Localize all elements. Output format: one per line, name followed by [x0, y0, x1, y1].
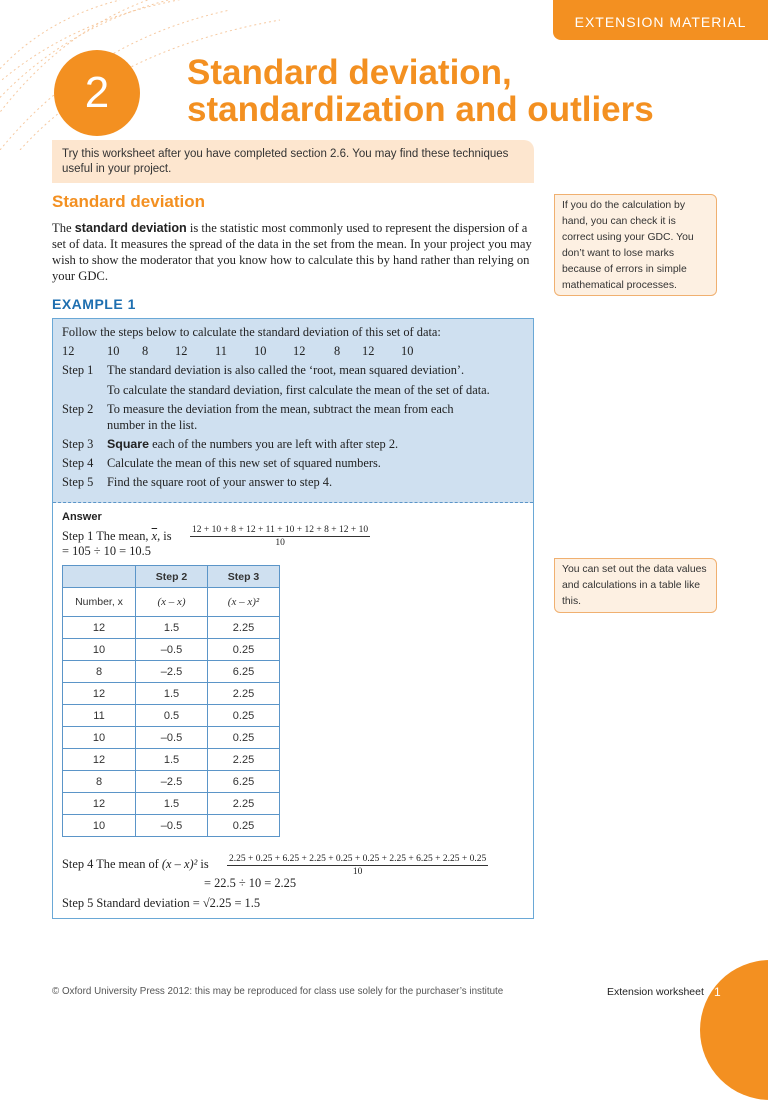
table-cell: 1.5 [136, 793, 208, 815]
table-cell: 0.25 [208, 639, 280, 661]
table-cell: 12 [63, 749, 136, 771]
table-row [63, 617, 280, 639]
mean-prefix: Step 1 The mean, [62, 529, 149, 543]
data-value: 8 [142, 344, 149, 358]
label-squared-deviation: (x – x)² [208, 588, 280, 617]
step4-is: is [200, 857, 209, 871]
table-cell: 1.5 [136, 749, 208, 771]
para-bold-term: standard deviation [74, 221, 187, 235]
step2-label: Step 2 [62, 402, 94, 416]
step4-fraction [227, 854, 488, 877]
data-value: 11 [215, 344, 227, 358]
chapter-number-badge: 2 [54, 50, 140, 136]
data-value: 10 [254, 344, 267, 358]
table-cell: 10 [63, 815, 136, 837]
answer-step1 [62, 529, 172, 544]
table-label-row [63, 588, 280, 617]
intro-panel: Try this worksheet after you have completed section 2.6. You may find these techniques useful in your project. [52, 140, 534, 183]
table-cell: 8 [63, 661, 136, 683]
table-cell: 1.5 [136, 683, 208, 705]
table-cell: 12 [63, 683, 136, 705]
table-row [63, 815, 280, 837]
table-cell: –0.5 [136, 639, 208, 661]
mean-result: = 105 ÷ 10 = 10.5 [62, 544, 151, 558]
example-title: EXAMPLE 1 [52, 296, 136, 312]
step2-text: To measure the deviation from the mean, subtract the mean from each [107, 402, 454, 416]
table-row [63, 639, 280, 661]
step5-label: Step 5 [62, 475, 94, 489]
step3-rest: each of the numbers you are left with after step 2. [152, 437, 399, 451]
table-cell: –2.5 [136, 661, 208, 683]
answer-step5 [62, 896, 260, 911]
data-value: 12 [175, 344, 188, 358]
data-value: 8 [334, 344, 341, 358]
extension-material-tag: EXTENSION MATERIAL [553, 0, 768, 40]
table-row [63, 771, 280, 793]
table-row [63, 749, 280, 771]
step5-prefix: Step 5 Standard deviation = [62, 896, 200, 910]
section-heading: Standard deviation [52, 192, 206, 211]
table-cell: 12 [63, 617, 136, 639]
para-rest: is the statistic most commonly used to represent the dispersion of a set of data. It measures the spread of the data in the set from the mean. In your project you may wish to show the moderator that you know how to calculate this by hand rather than relying on your GDC. [52, 221, 532, 283]
title-line-2: standardization and outliers [187, 90, 654, 129]
table-cell: 2.25 [208, 793, 280, 815]
table-cell: –2.5 [136, 771, 208, 793]
page-title [187, 54, 747, 128]
table-cell: 6.25 [208, 771, 280, 793]
step4-numerator: 2.25 + 0.25 + 6.25 + 2.25 + 0.25 + 0.25 + 2.25 + 6.25 + 2.25 + 0.25 [229, 854, 487, 864]
table-row [63, 727, 280, 749]
table-cell: 0.25 [208, 705, 280, 727]
table-row [63, 793, 280, 815]
data-value: 10 [401, 344, 414, 358]
table-cell: 10 [63, 639, 136, 661]
table-cell: 6.25 [208, 661, 280, 683]
label-number-x: Number, x [63, 588, 136, 617]
table-cell: –0.5 [136, 727, 208, 749]
step5-sqrt: √2.25 [202, 896, 232, 910]
table-header: Step 2 [136, 566, 208, 588]
step5-result: = 1.5 [234, 896, 261, 910]
calculation-table [62, 565, 280, 837]
corner-decoration [700, 960, 768, 1100]
step4-result: = 22.5 ÷ 10 = 2.25 [204, 876, 297, 890]
table-header: Step 3 [208, 566, 280, 588]
section-paragraph [52, 220, 536, 284]
table-row [63, 661, 280, 683]
step3-text [107, 437, 398, 452]
answer-step4 [62, 857, 209, 872]
mean-fraction [190, 525, 370, 548]
table-cell: 0.25 [208, 815, 280, 837]
data-value: 12 [362, 344, 375, 358]
side-note-gdc: If you do the calculation by hand, you can check it is correct using your GDC. You don’t want to lose marks because of errors in simple mathematical processes. [554, 194, 717, 296]
para-lead: The [52, 221, 72, 235]
table-cell: 12 [63, 793, 136, 815]
title-line-1: Standard deviation, [187, 53, 512, 92]
step4-prefix: Step 4 The mean of [62, 857, 159, 871]
table-cell: 0.5 [136, 705, 208, 727]
footer-worksheet-label: Extension worksheet [607, 986, 704, 998]
table-cell: 10 [63, 727, 136, 749]
step2-text-2: number in the list. [107, 418, 198, 432]
table-header [63, 566, 136, 588]
example-box [52, 318, 534, 919]
table-cell: 0.25 [208, 727, 280, 749]
table-header-row [63, 566, 280, 588]
table-cell: 2.25 [208, 683, 280, 705]
data-value: 12 [62, 344, 75, 358]
footer-copyright: © Oxford University Press 2012: this may be reproduced for class use solely for the purchaser’s institute [52, 986, 504, 997]
table-cell: 11 [63, 705, 136, 727]
step5-text: Find the square root of your answer to step 4. [107, 475, 333, 489]
data-value: 10 [107, 344, 120, 358]
table-cell: 8 [63, 771, 136, 793]
step1-text: The standard deviation is also called the ‘root, mean squared deviation’. [107, 363, 465, 377]
step4-expr: (x – x)² [161, 857, 198, 871]
mean-is: , is [157, 529, 172, 543]
answer-label: Answer [62, 511, 102, 523]
page-number: 1 [714, 985, 721, 999]
table-cell: –0.5 [136, 815, 208, 837]
step4-label: Step 4 [62, 456, 94, 470]
mean-numerator: 12 + 10 + 8 + 12 + 11 + 10 + 12 + 8 + 12 + 10 [192, 525, 369, 535]
step1-text-2: To calculate the standard deviation, first calculate the mean of the set of data. [107, 383, 490, 397]
step4-text: Calculate the mean of this new set of squared numbers. [107, 456, 381, 470]
data-value: 12 [293, 344, 306, 358]
label-deviation: (x – x) [136, 588, 208, 617]
table-cell: 1.5 [136, 617, 208, 639]
table-cell: 2.25 [208, 749, 280, 771]
mean-denominator: 10 [275, 538, 285, 548]
side-note-table: You can set out the data values and calculations in a table like this. [554, 558, 717, 613]
table-row [63, 705, 280, 727]
step4-denominator: 10 [352, 867, 363, 877]
table-row [63, 683, 280, 705]
mean-symbol: $\overline{x}$ [151, 529, 158, 543]
step1-label: Step 1 [62, 363, 94, 377]
step3-bold: Square [107, 437, 150, 451]
example-instruction: Follow the steps below to calculate the standard deviation of this set of data: [62, 325, 441, 339]
table-cell: 2.25 [208, 617, 280, 639]
step3-label: Step 3 [62, 437, 94, 451]
